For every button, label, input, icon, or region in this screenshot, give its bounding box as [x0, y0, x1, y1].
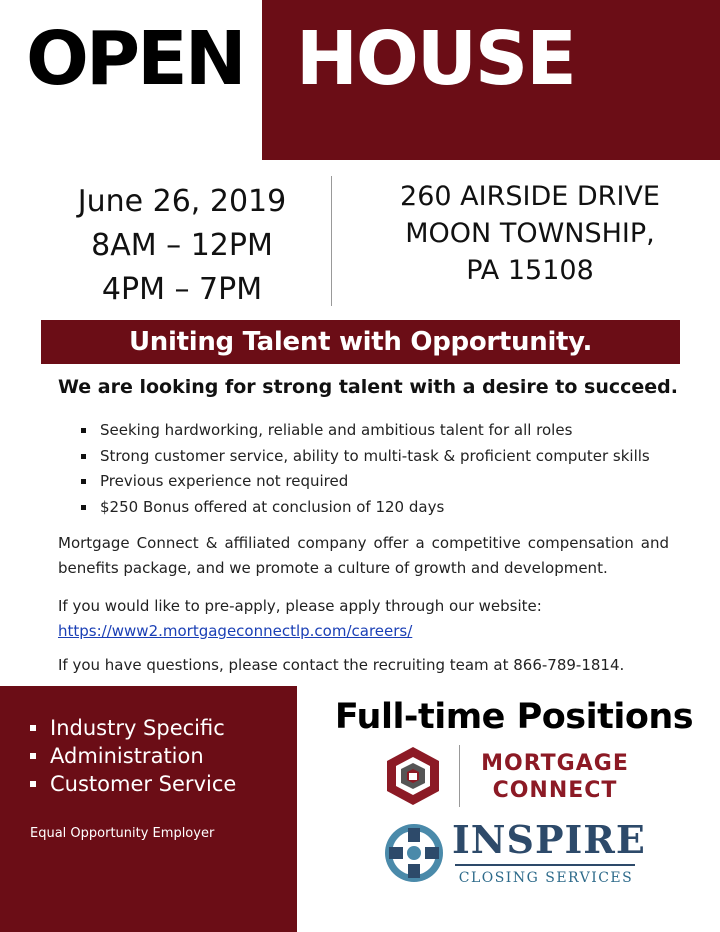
event-time-2: 4PM – 7PM: [101, 272, 263, 307]
requirements-list: [80, 418, 700, 520]
address-line-2: MOON TOWNSHIP,: [405, 218, 655, 249]
position-label: Customer Service: [50, 772, 237, 796]
list-item-text: $250 Bonus offered at conclusion of 120 days: [100, 497, 445, 516]
event-date: June 26, 2019: [77, 184, 287, 219]
inspire-rule: [455, 864, 635, 866]
position-label: Administration: [50, 744, 204, 768]
bullet-square-icon: [81, 505, 86, 510]
schedule-divider: [331, 176, 332, 306]
bullet-square-icon: [81, 479, 86, 484]
list-item: [80, 495, 700, 521]
mortgage-connect-line-1: MORTGAGE: [481, 751, 629, 776]
eoe-statement: Equal Opportunity Employer: [30, 826, 215, 841]
list-item-text: Seeking hardworking, reliable and ambitious talent for all roles: [100, 421, 573, 439]
bullet-square-icon: [81, 454, 86, 459]
inspire-subtitle: CLOSING SERVICES: [458, 870, 634, 886]
contact-paragraph: If you have questions, please contact the recruiting team at 866-789-1814.: [58, 656, 625, 674]
position-item: [30, 770, 236, 798]
positions-list: [30, 714, 236, 798]
list-item: [80, 469, 700, 495]
mortgage-connect-wordmark: [470, 750, 640, 804]
tagline: Uniting Talent with Opportunity.: [128, 327, 593, 357]
list-item-text: Previous experience not required: [100, 472, 349, 490]
bullet-square-icon: [30, 781, 36, 787]
event-schedule: [62, 180, 302, 312]
bullet-square-icon: [30, 753, 36, 759]
mortgage-connect-line-2: CONNECT: [492, 778, 618, 803]
tagline-banner: [41, 320, 680, 364]
positions-panel: [0, 686, 297, 932]
inspire-logo-icon: [383, 822, 445, 884]
event-address: [388, 178, 672, 289]
address-line-1: 260 AIRSIDE DRIVE: [400, 181, 660, 212]
title-banner: [262, 0, 720, 160]
careers-link[interactable]: https://www2.mortgageconnectlp.com/careers/: [58, 622, 413, 640]
list-item: [80, 444, 700, 470]
list-item: [80, 418, 700, 444]
bullet-square-icon: [81, 428, 86, 433]
inspire-wordmark: INSPIRE: [452, 817, 646, 862]
benefits-paragraph: Mortgage Connect & affiliated company offer a competitive compensation and benefits package, and we promote a culture of growth and development.: [58, 534, 669, 577]
mortgage-connect-logo-icon: [383, 745, 443, 807]
position-item: [30, 742, 236, 770]
event-time-1: 8AM – 12PM: [91, 228, 273, 263]
list-item-text: Strong customer service, ability to multi-task & proficient computer skills: [100, 446, 650, 465]
title-open: OPEN: [26, 16, 244, 102]
bullet-square-icon: [30, 725, 36, 731]
title-house: HOUSE: [296, 16, 575, 102]
logo-divider: [459, 745, 460, 807]
address-line-3: PA 15108: [466, 255, 594, 286]
position-label: Industry Specific: [50, 716, 225, 740]
position-item: [30, 714, 236, 742]
apply-text: If you would like to pre-apply, please apply through our website:: [58, 597, 542, 615]
apply-paragraph: [58, 594, 669, 644]
lead-text: We are looking for strong talent with a desire to succeed.: [58, 376, 678, 398]
fulltime-heading: Full-time Positions: [334, 697, 694, 737]
